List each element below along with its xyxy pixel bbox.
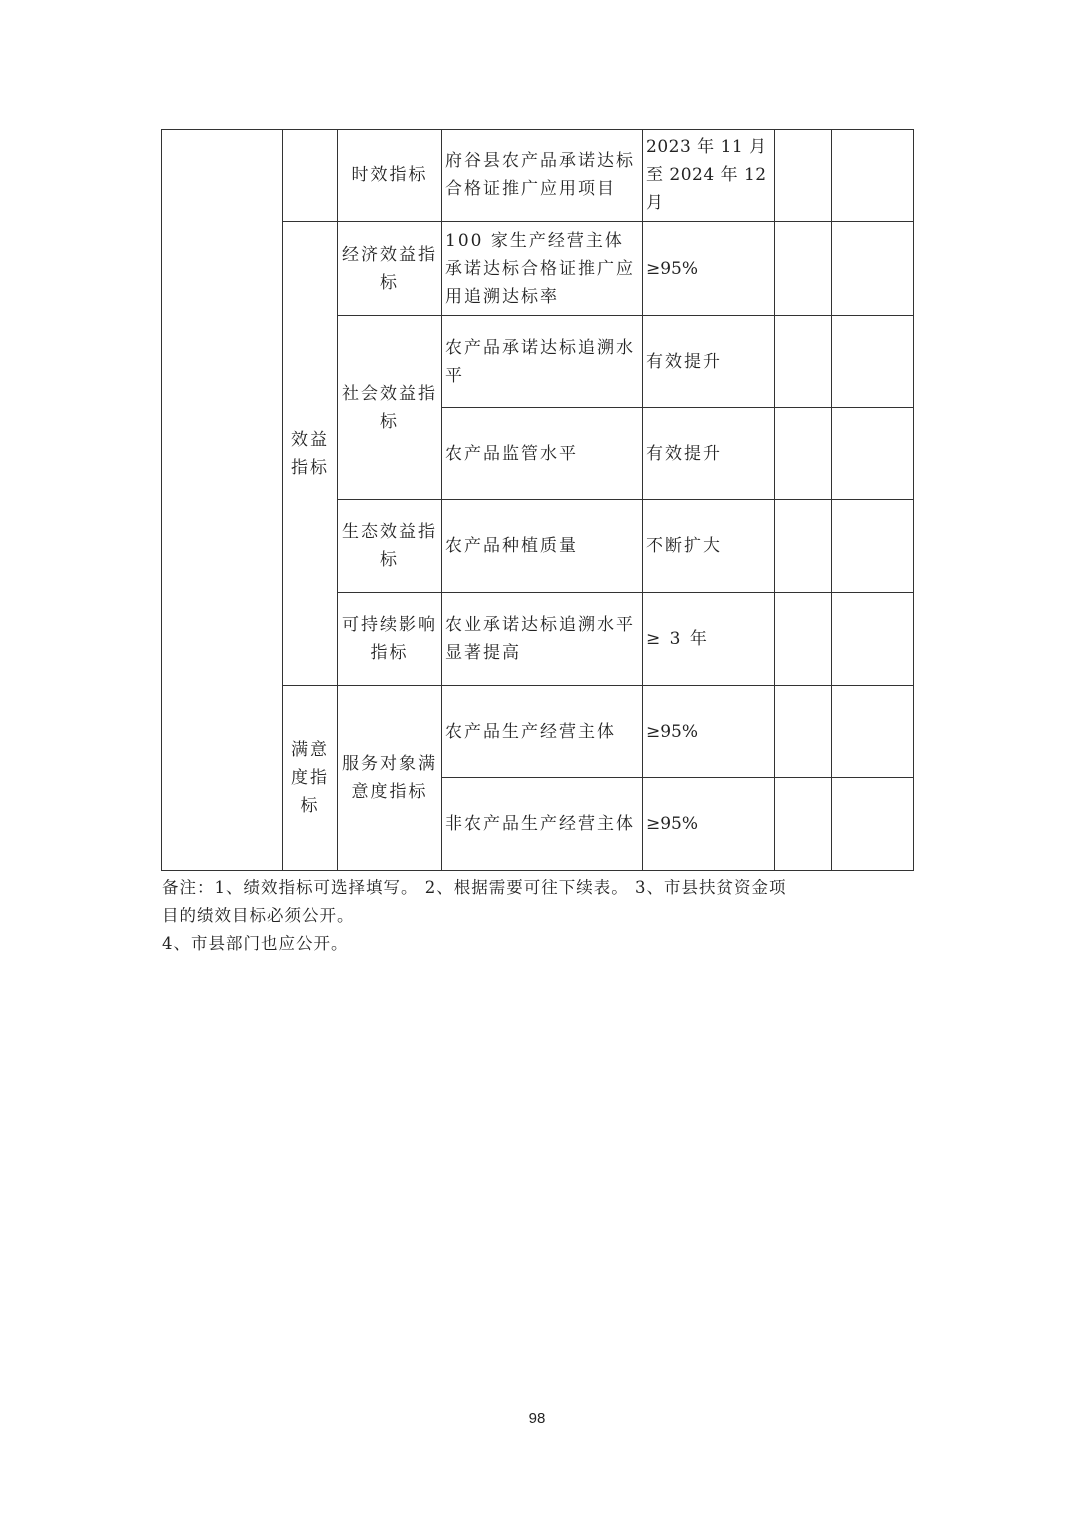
social-row2-value: 有效提升 (646, 443, 722, 464)
service-row1-value: ≥95% (646, 721, 699, 742)
timeliness-content: 府谷县农产品承诺达标合格证推广应用项目 (445, 151, 635, 199)
sustainable-value: ≥ 3 年 (646, 629, 709, 649)
economic-label: 经济效益指标 (342, 244, 437, 293)
economic-value: ≥95% (646, 258, 699, 279)
satisfaction-group-label: 满意度指标 (291, 740, 329, 816)
sustainable-content: 农业承诺达标追溯水平显著提高 (445, 615, 635, 663)
sustainable-label: 可持续影响指标 (342, 615, 437, 663)
service-row2-value: ≥95% (646, 814, 699, 834)
note-line-3: 4、市县部门也应公开。 (162, 934, 349, 953)
benefit-group-label: 效益指标 (291, 429, 329, 478)
performance-indicator-table (161, 129, 914, 871)
economic-content: 100 家生产经营主体承诺达标合格证推广应用追溯达标率 (445, 230, 635, 307)
social-row1-content: 农产品承诺达标追溯水平 (445, 337, 635, 386)
note-line-1: 备注：1、绩效指标可选择填写。 2、根据需要可往下续表。 3、市县扶贫资金项 (162, 878, 787, 897)
social-label: 社会效益指标 (342, 383, 437, 432)
ecological-value: 不断扩大 (646, 536, 722, 556)
page-number: 98 (528, 1410, 546, 1427)
note-line-2: 目的绩效目标必须公开。 (162, 906, 355, 925)
social-row2-content: 农产品监管水平 (445, 443, 578, 464)
ecological-label: 生态效益指标 (342, 522, 437, 570)
timeliness-value: 2023 年 11 月至 2024 年 12 月 (646, 137, 767, 213)
social-row1-value: 有效提升 (646, 351, 722, 372)
service-label: 服务对象满意度指标 (342, 754, 437, 802)
service-row2-content: 非农产品生产经营主体 (445, 814, 635, 834)
ecological-content: 农产品种植质量 (445, 536, 578, 556)
timeliness-label: 时效指标 (351, 165, 428, 185)
service-row1-content: 农产品生产经营主体 (445, 721, 616, 742)
